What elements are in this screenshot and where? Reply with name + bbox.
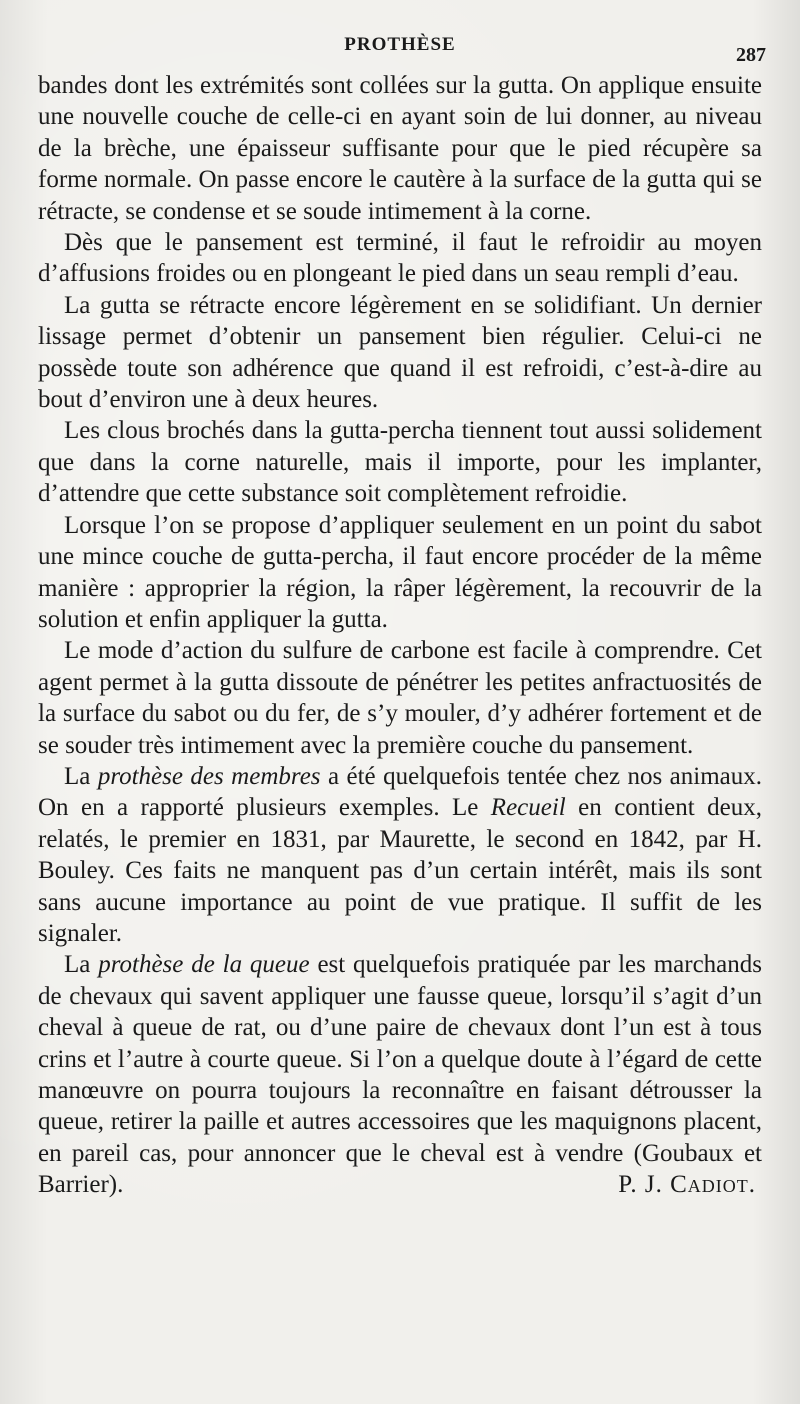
body-text — [38, 70, 762, 1201]
paragraph-5: Lorsque l’on se propose d’appliquer seulement en un point du sabot une mince couche de gutta-percha, il faut encore procéder de la même manière : approprier la région, la râper légèrement, la recouvrir de la solution et enfin appliquer la gutta. — [38, 511, 762, 633]
running-head: PROTHÈSE — [344, 34, 456, 55]
paragraph-7-text-c: a été quelquefois tentée chez nos animaux. On en a rapporté plusieurs exemples. Le — [38, 762, 762, 822]
paragraph-7-italic-term: prothèse des membres — [97, 762, 321, 790]
paragraph-8-text-a: La — [64, 951, 99, 979]
paragraph-4: Les clous brochés dans la gutta-percha tiennent tout aussi solidement que dans la corne naturelle, mais il importe, pour les implanter, d’attendre que cette substance soit complètement refroidie. — [38, 417, 762, 508]
paragraph-7-italic-journal: Recueil — [490, 794, 566, 822]
paragraph-8-text-c: est quelquefois pratiquée par les marchands de chevaux qui savent appliquer une fausse queue, lorsqu’il s’agit d’un cheval à queue de rat, ou d’une paire de chevaux dont l’un est à tous crins et l’autre à courte queue. Si l’on a quelque doute à l’égard de cette manœuvre on pourra toujours la reconnaître en faisant détrousser la queue, retirer la paille et autres accessoires que les maquignons placent, en pareil cas, pour annoncer que le cheval est à vendre (Goubaux et Barrier). — [38, 951, 762, 1199]
paragraph-7 — [38, 761, 762, 949]
paragraph-8 — [38, 949, 762, 1200]
paragraph-7-text-a: La — [64, 762, 98, 790]
page-number: 287 — [736, 44, 766, 66]
paragraph-2: Dès que le pansement est terminé, il faut le refroidir au moyen d’affusions froides ou en plongeant le pied dans un seau rempli d’eau. — [38, 229, 762, 288]
author-signature: P. J. Cadiot. — [618, 1171, 756, 1199]
paragraph-8-italic-term: prothèse de la queue — [98, 951, 310, 979]
paragraph-7-text-e: en contient deux, relatés, le premier en 1831, par Maurette, le second en 1842, par H. Bouley. Ces faits ne manquent pas d’un certain intérêt, mais ils sont sans aucune importance au point de vue pratique. Il suffit de les signaler. — [38, 794, 762, 947]
paragraph-1: bandes dont les extrémités sont collées sur la gutta. On applique ensuite une nouvelle couche de celle-ci en ayant soin de lui donner, au niveau de la brèche, une épaisseur suffisante pour que le pied récupère sa forme normale. On passe encore le cautère à la surface de la gutta qui se rétracte, se condense et se soude intimement à la corne. — [38, 72, 762, 225]
paragraph-3: La gutta se rétracte encore légèrement en se solidifiant. Un dernier lissage permet d’obtenir un pansement bien régulier. Celui-ci ne possède toute son adhérence que quand il est refroidi, c’est-à-dire au bout d’environ une à deux heures. — [38, 291, 762, 414]
paragraph-6: Le mode d’action du sulfure de carbone est facile à comprendre. Cet agent permet à la gutta dissoute de pénétrer les petites anfractuosités de la surface du sabot ou du fer, de s’y mouler, d’y adhérer fortement et de se souder très intimement avec la première couche du pansement. — [38, 637, 762, 759]
